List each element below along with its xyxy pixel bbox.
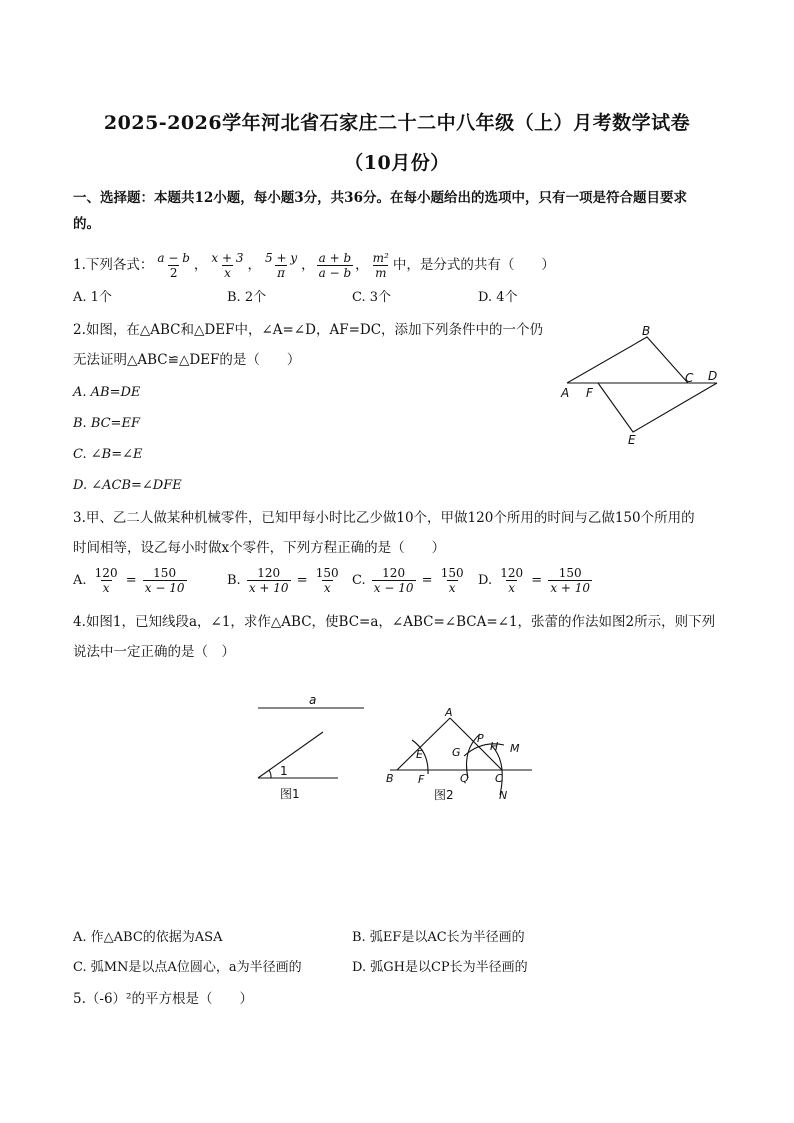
q4-figure-2 [382,700,538,806]
label-P: P [477,732,484,745]
section-heading: 一、选择题：本题共12小题，每小题3分，共36分。在每小题给出的选项中，只有一项是符合题目要求 [73,190,687,206]
label-F: F [418,773,425,786]
q3-option-a: A. $\frac{120}{x}$ = $\frac{150}{x - 10}$ [73,566,185,595]
q1-frac-2: $\frac{x + 3}{x}$ [211,251,244,280]
label-H: H [490,740,499,753]
q2-option-b: B. BC=EF [73,416,140,431]
q1-frac-3: $\frac{5 + y}{\pi}$ [265,251,298,280]
q1-frac-1: $\frac{a - b}{2}$ [157,251,190,280]
q3-option-d: D. $\frac{120}{x}$ = $\frac{150}{x + 10}$ [478,566,591,595]
q4-option-b: B. 弧EF是以AC长为半径画的 [352,930,525,945]
label-A: A [445,706,453,719]
question-2: 2.如图，在△ABC和△DEF中，∠A=∠D，AF=DC，添加下列条件中的一个仍 [73,322,544,338]
label-E: E [416,748,423,761]
label-N: N [499,789,508,802]
triangle-abc [567,337,688,383]
q1-option-d: D. 4个 [478,290,518,305]
question-3: 3.甲、乙二人做某种机械零件，已知甲每小时比乙少做10个，甲做120个所用的时间与乙做150个所用的 [73,510,695,526]
label-B: B [386,772,394,785]
label-a: A [561,386,570,400]
label-C: C [495,772,503,785]
question-1: 1.下列各式： $\frac{a - b}{2}$ ， $\frac{x + 3}{x}$ ， $\frac{5 + y}{\pi}$ ， $\frac{a + b}{a - b}$ ， $\frac{\text{m²}}{m}$ 中，是分式的共有（ ） [73,251,555,280]
question-4-cont: 说法中一定正确的是（ ） [73,644,235,660]
label-d: D [708,369,718,383]
q2-option-d: D. ∠ACB=∠DFE [73,478,182,493]
label-angle-1: 1 [280,764,288,778]
label-a: a [309,693,317,707]
q1-option-a: A. 1个 [73,290,112,305]
q1-prefix: 1.下列各式： [73,257,154,273]
label-b: B [642,324,651,338]
q2-figure [555,320,735,450]
label-G: G [452,746,461,759]
label-M: M [510,742,520,755]
q2-option-a: A. AB=DE [73,385,141,400]
side-ab [397,718,450,770]
q1-option-c: C. 3个 [352,290,392,305]
question-2-cont: 无法证明△ABC≌△DEF的是（ ） [73,352,301,368]
label-Q: Q [460,772,469,785]
label-c: C [685,371,694,385]
q3-option-b: B. $\frac{120}{x + 10}$ = $\frac{150}{x}$ [227,566,339,595]
fig2-caption: 图2 [434,788,454,802]
q2-option-c: C. ∠B=∠E [73,447,143,462]
q3-option-c: C. $\frac{120}{x - 10}$ = $\frac{150}{x}$ [352,566,464,595]
q1-frac-5: $\frac{\text{m²}}{m}$ [372,251,389,280]
q1-option-b: B. 2个 [227,290,267,305]
fig1-caption: 图1 [280,787,300,801]
question-3-cont: 时间相等，设乙每小时做x个零件，下列方程正确的是（ ） [73,540,446,556]
angle-top-ray [258,732,323,778]
q4-option-d: D. 弧GH是以CP长为半径画的 [352,960,528,975]
triangle-def [598,383,717,432]
q4-option-a: A. 作△ABC的依据为ASA [73,930,223,945]
q1-frac-4: $\frac{a + b}{a - b}$ [318,251,352,280]
q1-suffix: 中，是分式的共有（ ） [392,257,555,273]
question-4: 4.如图1，已知线段a，∠1，求作△ABC，使BC=a，∠ABC=∠BCA=∠1，张蕾的作法如图2所示，则下列 [73,614,716,630]
q4-option-c: C. 弧MN是以点A位圆心，a为半径画的 [73,960,302,975]
label-e: E [628,433,636,447]
q4-figure-1 [250,692,375,804]
page-title: 2025-2026学年河北省石家庄二十二中八年级（上）月考数学试卷 [103,112,691,134]
question-5: 5.（-6）²的平方根是（ ） [73,991,253,1007]
label-f: F [586,386,593,400]
section-heading-cont: 的。 [73,216,100,232]
angle-arc [269,770,271,778]
page-subtitle: （10月份） [344,152,450,174]
